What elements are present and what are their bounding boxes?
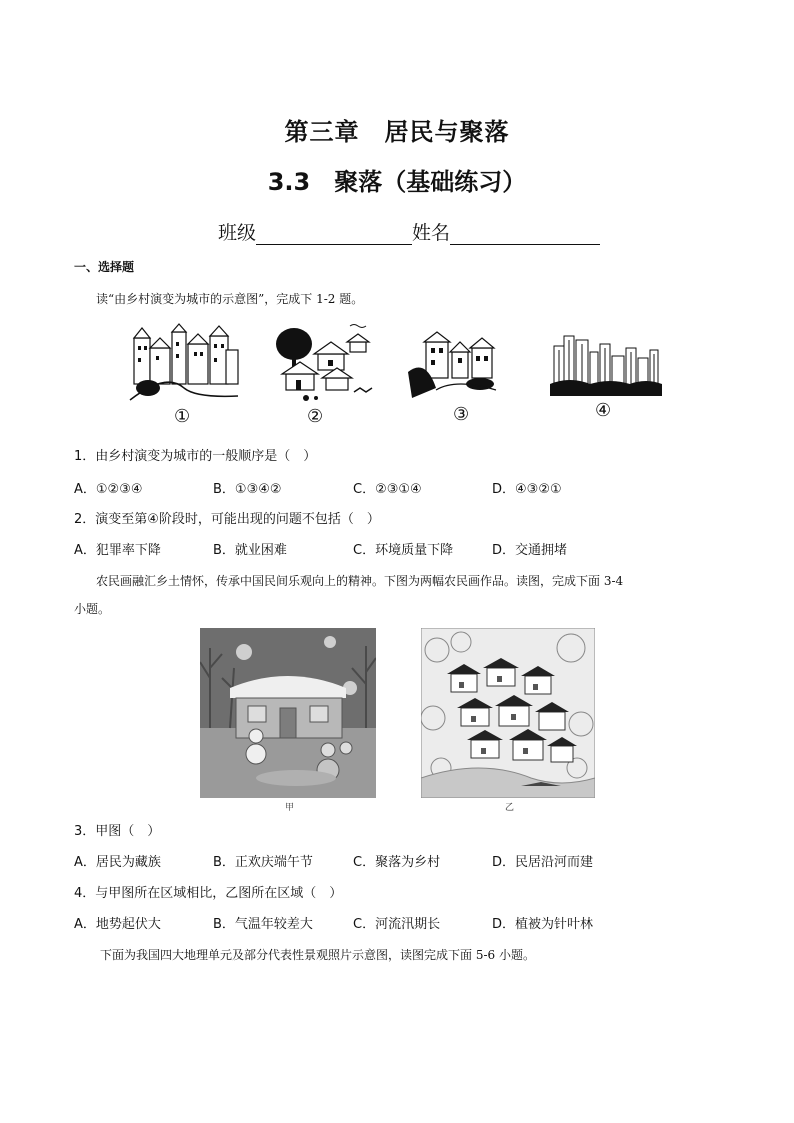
- question-2-stem: 2．演变至第④阶段时，可能出现的问题不包括（ ）: [74, 512, 380, 527]
- question-1-option-d[interactable]: D．④③②①: [492, 482, 562, 497]
- question-1-option-a[interactable]: A．①②③④: [74, 482, 143, 497]
- question-1-option-b[interactable]: B．①③④②: [213, 482, 282, 497]
- figure1-label-1: ①: [174, 406, 191, 427]
- questions-5-6-intro: 下面为我国四大地理单元及部分代表性景观照片示意图，读图完成下面 5-6 小题。: [100, 948, 535, 962]
- figure2-intro-line2: 小题。: [74, 602, 111, 616]
- question-4-option-c[interactable]: C．河流汛期长: [353, 917, 441, 932]
- figure1-label-3: ③: [453, 404, 470, 425]
- question-3-option-a[interactable]: A．居民为藏族: [74, 855, 161, 870]
- question-4-option-a[interactable]: A．地势起伏大: [74, 917, 161, 932]
- figure1-stage2-illustration: [270, 322, 382, 402]
- figure1-label-2: ②: [307, 406, 324, 427]
- class-blank[interactable]: [256, 222, 412, 245]
- figure2-intro-line1: 农民画融汇乡土情怀，传承中国民间乐观向上的精神。下图为两幅农民画作品。读图，完成下面 3-4: [96, 574, 624, 588]
- painting-yi: [421, 628, 595, 798]
- figure1-stage4-illustration: [550, 330, 662, 396]
- name-label: 姓名: [412, 222, 451, 244]
- question-3-option-b[interactable]: B．正欢庆端午节: [213, 855, 313, 870]
- question-4-option-b[interactable]: B．气温年较差大: [213, 917, 313, 932]
- question-2-option-b[interactable]: B．就业困难: [213, 543, 287, 558]
- painting-yi-caption: 乙: [505, 803, 515, 813]
- figure1-stage1-illustration: [126, 322, 242, 402]
- painting-jia-caption: 甲: [285, 803, 295, 813]
- question-1-stem: 1．由乡村演变为城市的一般顺序是（ ）: [74, 449, 317, 464]
- lesson-title: 3.3 聚落（基础练习）: [267, 168, 527, 196]
- question-3-options: [74, 851, 714, 869]
- question-3-stem: 3．甲图（ ）: [74, 824, 161, 839]
- question-2-option-d[interactable]: D．交通拥堵: [492, 543, 568, 558]
- question-2-option-a[interactable]: A．犯罪率下降: [74, 543, 161, 558]
- painting-jia: [200, 628, 376, 798]
- question-4-option-d[interactable]: D．植被为针叶林: [492, 917, 594, 932]
- question-4-options: [74, 913, 714, 931]
- chapter-title: 第三章 居民与聚落: [284, 118, 510, 146]
- class-name-line: [218, 218, 600, 245]
- figure1-intro: 读“由乡村演变为城市的示意图”，完成下 1-2 题。: [96, 292, 364, 306]
- question-2-options: [74, 539, 714, 557]
- question-3-option-d[interactable]: D．民居沿河而建: [492, 855, 594, 870]
- question-1-option-c[interactable]: C．②③①④: [353, 482, 422, 497]
- question-3-option-c[interactable]: C．聚落为乡村: [353, 855, 441, 870]
- class-label: 班级: [218, 222, 257, 244]
- figure1-label-4: ④: [595, 400, 612, 421]
- question-1-options: [74, 478, 714, 496]
- figure1-stage3-illustration: [406, 328, 498, 404]
- question-2-option-c[interactable]: C．环境质量下降: [353, 543, 454, 558]
- section-title: 一、选择题: [74, 260, 135, 274]
- name-blank[interactable]: [450, 222, 600, 245]
- question-4-stem: 4．与甲图所在区域相比，乙图所在区域（ ）: [74, 886, 343, 901]
